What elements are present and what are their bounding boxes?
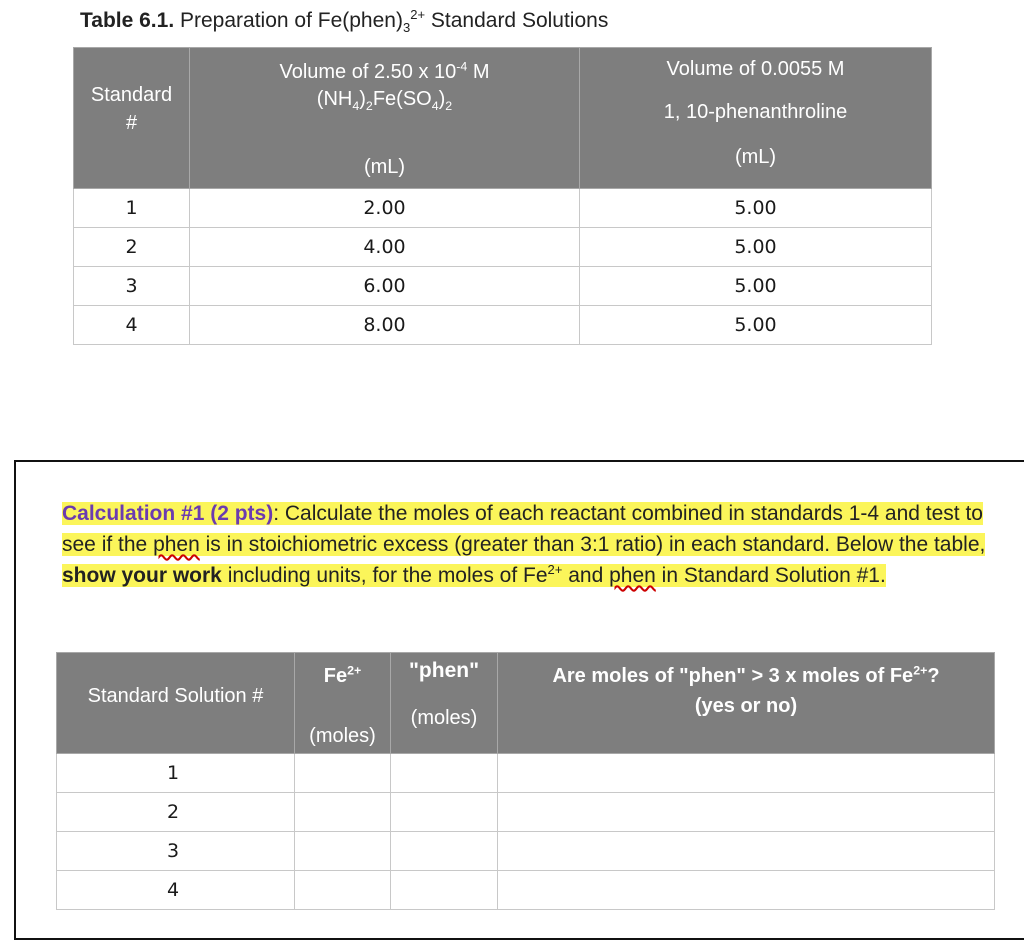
header-fe-volume: [190, 48, 580, 189]
header-phen-label: "phen": [408, 659, 480, 682]
table-header-row: [74, 48, 932, 189]
cell-fe-volume: 4.00: [190, 228, 580, 267]
table-number: Table 6.1.: [80, 9, 175, 32]
cell-answer-blank[interactable]: [498, 832, 995, 871]
header-standard-line2: #: [125, 112, 138, 134]
cell-solution-number: 3: [57, 832, 295, 871]
header-excess-question: [498, 653, 995, 754]
header-solution: [57, 653, 295, 754]
header-solution-label: Standard Solution #: [87, 685, 264, 707]
header-fe-volume-unit: (mL): [363, 156, 406, 178]
cell-fe-moles-blank[interactable]: [295, 793, 391, 832]
cell-phen-volume: 5.00: [580, 306, 932, 345]
cell-solution-number: 4: [57, 871, 295, 910]
header-standard-line1: Standard: [90, 84, 173, 106]
header-fe-moles: [295, 653, 391, 754]
cell-standard: 4: [74, 306, 190, 345]
header-phen-volume-line2: 1, 10-phenanthroline: [663, 101, 848, 123]
header-fe-unit: (moles): [309, 725, 376, 747]
cell-standard: 1: [74, 189, 190, 228]
table-row: [74, 267, 932, 306]
cell-fe-volume: 8.00: [190, 306, 580, 345]
cell-standard: 3: [74, 267, 190, 306]
cell-phen-volume: 5.00: [580, 267, 932, 306]
header-question-line1: Are moles of "phen" > 3 x moles of $Fe^{2+}$?: [552, 663, 940, 687]
spellcheck-word: phen: [153, 533, 200, 556]
stoichiometry-answer-table: [56, 652, 995, 910]
header-fe-volume-line1: Volume of 2.50 x $10^{-4}$ M: [279, 59, 490, 83]
table-row: [57, 793, 995, 832]
table-row: [57, 754, 995, 793]
cell-standard: 2: [74, 228, 190, 267]
spellcheck-word: phen: [609, 564, 656, 587]
table-row: [57, 832, 995, 871]
header-phen-unit: (moles): [410, 707, 478, 729]
title-subscript: 3: [402, 20, 411, 36]
cell-fe-moles-blank[interactable]: [295, 754, 391, 793]
cell-solution-number: 2: [57, 793, 295, 832]
cell-phen-moles-blank[interactable]: [391, 871, 498, 910]
cell-phen-moles-blank[interactable]: [391, 754, 498, 793]
cell-fe-volume: 6.00: [190, 267, 580, 306]
header-phen-volume-unit: (mL): [734, 146, 777, 168]
table-row: [74, 228, 932, 267]
cell-answer-blank[interactable]: [498, 793, 995, 832]
cell-fe-volume: 2.00: [190, 189, 580, 228]
header-phen-volume: [580, 48, 932, 189]
emphasis-text: show your work: [62, 564, 222, 587]
cell-phen-volume: 5.00: [580, 189, 932, 228]
table-row: [57, 871, 995, 910]
cell-fe-moles-blank[interactable]: [295, 832, 391, 871]
table-row: [74, 306, 932, 345]
header-fe-formula: $(NH_4)_2Fe(SO_4)_2$: [316, 88, 453, 113]
header-phen-volume-line1: Volume of 0.0055 M: [666, 58, 845, 80]
cell-fe-moles-blank[interactable]: [295, 871, 391, 910]
table-header-row: [57, 653, 995, 754]
cell-phen-moles-blank[interactable]: [391, 793, 498, 832]
title-superscript: 2+: [410, 7, 426, 22]
table-title-suffix: Standard Solutions: [425, 9, 609, 32]
cell-answer-blank[interactable]: [498, 754, 995, 793]
table-title: [80, 7, 609, 36]
header-standard: [74, 48, 190, 189]
table-title-text: Preparation of Fe(phen): [174, 9, 403, 32]
table-row: [74, 189, 932, 228]
header-phen-moles: [391, 653, 498, 754]
cell-phen-moles-blank[interactable]: [391, 832, 498, 871]
cell-solution-number: 1: [57, 754, 295, 793]
calculation-title: Calculation #1 (2 pts): [62, 502, 274, 525]
header-question-line2: (yes or no): [694, 695, 798, 717]
standards-preparation-table: [73, 47, 932, 345]
calculation-instructions: Calculation #1 (2 pts): Calculate the moles of each reactant combined in standards 1-4 and test to see if the phen is in stoichiometric excess (greater than 3:1 ratio) in each standard. Below the table, show your work including units, for the moles of $Fe^{2+}$ and phen in Standard Solution #1.: [62, 502, 986, 587]
header-fe-label: $Fe^{2+}$: [323, 663, 362, 687]
cell-phen-volume: 5.00: [580, 228, 932, 267]
cell-answer-blank[interactable]: [498, 871, 995, 910]
